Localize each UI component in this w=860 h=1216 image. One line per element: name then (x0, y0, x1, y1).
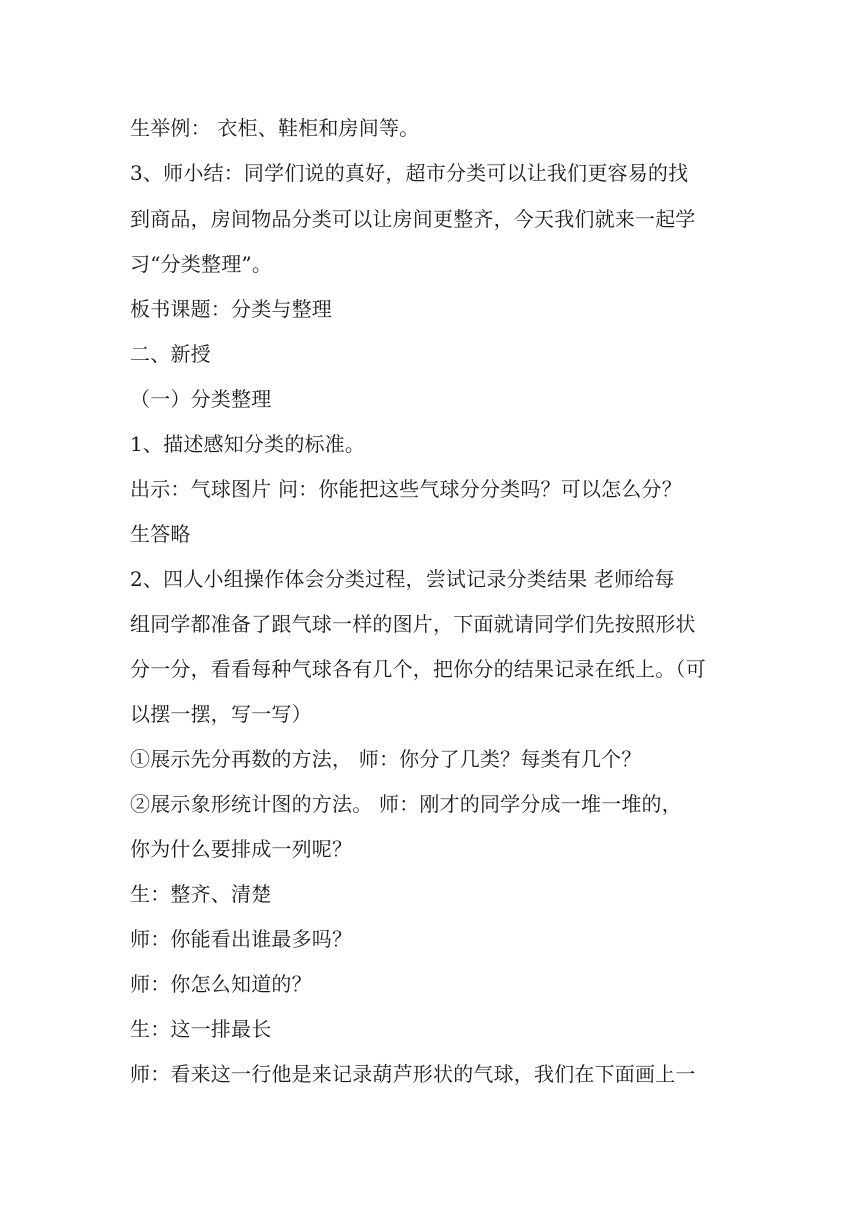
text-line: 以摆一摆，写一写） (130, 702, 312, 726)
text-line: 生：整齐、清楚 (130, 882, 272, 906)
text-line: 板书课题：分类与整理 (130, 297, 332, 321)
text-line: ①展示先分再数的方法， 师：你分了几类？每类有几个？ (130, 747, 642, 771)
text-line: （一）分类整理 (130, 387, 272, 411)
text-line: 生答略 (130, 522, 191, 546)
text-line: 师：你能看出谁最多吗？ (130, 927, 353, 951)
text-line: 你为什么要排成一列呢？ (130, 837, 353, 861)
text-line: 分一分，看看每种气球各有几个，把你分的结果记录在纸上。（可 (130, 657, 706, 681)
text-line: 生：这一排最长 (130, 1017, 272, 1041)
text-line: ②展示象形统计图的方法。 师：刚才的同学分成一堆一堆的， (130, 792, 682, 816)
text-line: 2、四人小组操作体会分类过程，尝试记录分类结果 老师给每 (130, 567, 675, 591)
text-line: 1、描述感知分类的标准。 (130, 432, 366, 456)
text-line: 习“分类整理”。 (130, 252, 273, 276)
text-line: 组同学都准备了跟气球一样的图片，下面就请同学们先按照形状 (130, 612, 696, 636)
text-line: 到商品，房间物品分类可以让房间更整齐，今天我们就来一起学 (130, 207, 696, 231)
text-line: 师：你怎么知道的？ (130, 972, 312, 996)
text-line: 二、新授 (130, 342, 211, 366)
text-line: 出示：气球图片 问：你能把这些气球分分类吗？可以怎么分？ (130, 477, 682, 501)
text-line: 3、师小结：同学们说的真好，超市分类可以让我们更容易的找 (130, 161, 689, 185)
text-line: 生举例： 衣柜、鞋柜和房间等。 (130, 116, 420, 140)
text-line: 师：看来这一行他是来记录葫芦形状的气球，我们在下面画上一 (130, 1062, 696, 1086)
